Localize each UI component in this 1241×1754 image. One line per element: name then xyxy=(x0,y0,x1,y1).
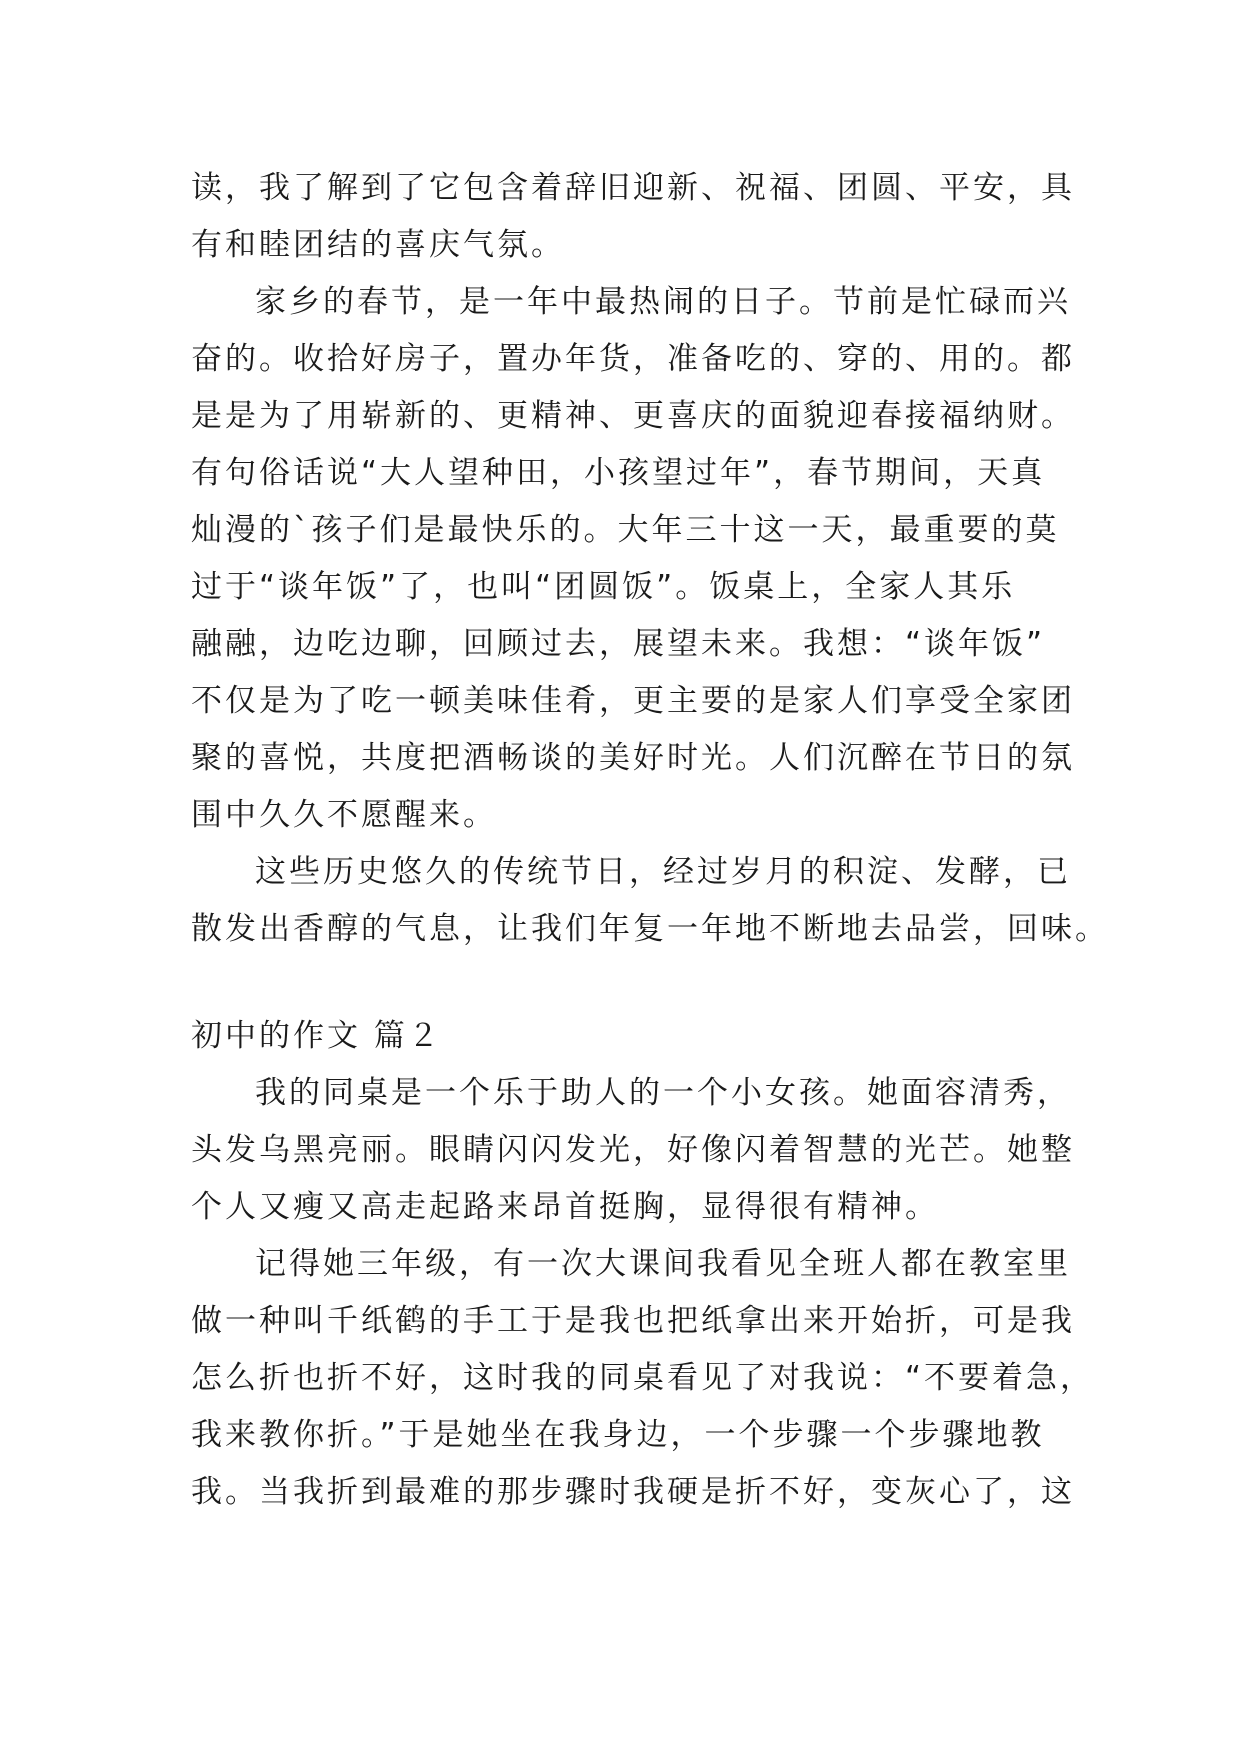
text-line: 灿漫的`孩子们是最快乐的。大年三十这一天，最重要的莫 xyxy=(191,512,1060,548)
text-line: 个人又瘦又高走起路来昂首挺胸，显得很有精神。 xyxy=(191,1189,939,1225)
text-line: 围中久久不愿醒来。 xyxy=(191,797,497,833)
document-body xyxy=(191,160,1109,1521)
text-line: 奋的。收拾好房子，置办年货，准备吃的、穿的、用的。都 xyxy=(191,341,1075,377)
text-line: 有和睦团结的喜庆气氛。 xyxy=(191,227,565,263)
text-line: 头发乌黑亮丽。眼睛闪闪发光，好像闪着智慧的光芒。她整 xyxy=(191,1132,1075,1168)
text-line: 融融，边吃边聊，回顾过去，展望未来。我想：“谈年饭” xyxy=(191,626,1046,662)
text-line: 过于“谈年饭”了，也叫“团圆饭”。饭桌上，全家人其乐 xyxy=(191,569,1016,605)
text-line: 不仅是为了吃一顿美味佳肴，更主要的是家人们享受全家团 xyxy=(191,683,1075,719)
text-line: 做一种叫千纸鹤的手工于是我也把纸拿出来开始折，可是我 xyxy=(191,1303,1075,1339)
text-line: 家乡的春节，是一年中最热闹的日子。节前是忙碌而兴 xyxy=(255,284,1071,320)
paragraph-1 xyxy=(191,160,1075,274)
paragraph-3 xyxy=(191,844,1109,958)
text-line: 散发出香醇的气息，让我们年复一年地不断地去品尝，回味。 xyxy=(191,911,1109,947)
section-gap xyxy=(191,958,1071,1008)
paragraph-5 xyxy=(191,1236,1095,1521)
text-line: 怎么折也折不好，这时我的同桌看见了对我说：“不要着急， xyxy=(191,1360,1095,1396)
section-heading: 初中的作文 篇２ xyxy=(191,1018,442,1054)
paragraph-2 xyxy=(191,274,1075,844)
text-line: 这些历史悠久的传统节日，经过岁月的积淀、发酵，已 xyxy=(255,854,1071,890)
text-line: 我来教你折。”于是她坐在我身边，一个步骤一个步骤地教 xyxy=(191,1417,1045,1453)
text-line: 聚的喜悦，共度把酒畅谈的美好时光。人们沉醉在节日的氛 xyxy=(191,740,1075,776)
text-line: 我的同桌是一个乐于助人的一个小女孩。她面容清秀， xyxy=(255,1075,1071,1111)
paragraph-4 xyxy=(191,1065,1075,1236)
text-line: 我。当我折到最难的那步骤时我硬是折不好，变灰心了，这 xyxy=(191,1474,1075,1510)
text-line: 有句俗话说“大人望种田，小孩望过年”，春节期间，天真 xyxy=(191,455,1046,491)
text-line: 记得她三年级，有一次大课间我看见全班人都在教室里 xyxy=(255,1246,1071,1282)
text-line: 读，我了解到了它包含着辞旧迎新、祝福、团圆、平安，具 xyxy=(191,170,1075,206)
text-line: 是是为了用崭新的、更精神、更喜庆的面貌迎春接福纳财。 xyxy=(191,398,1075,434)
